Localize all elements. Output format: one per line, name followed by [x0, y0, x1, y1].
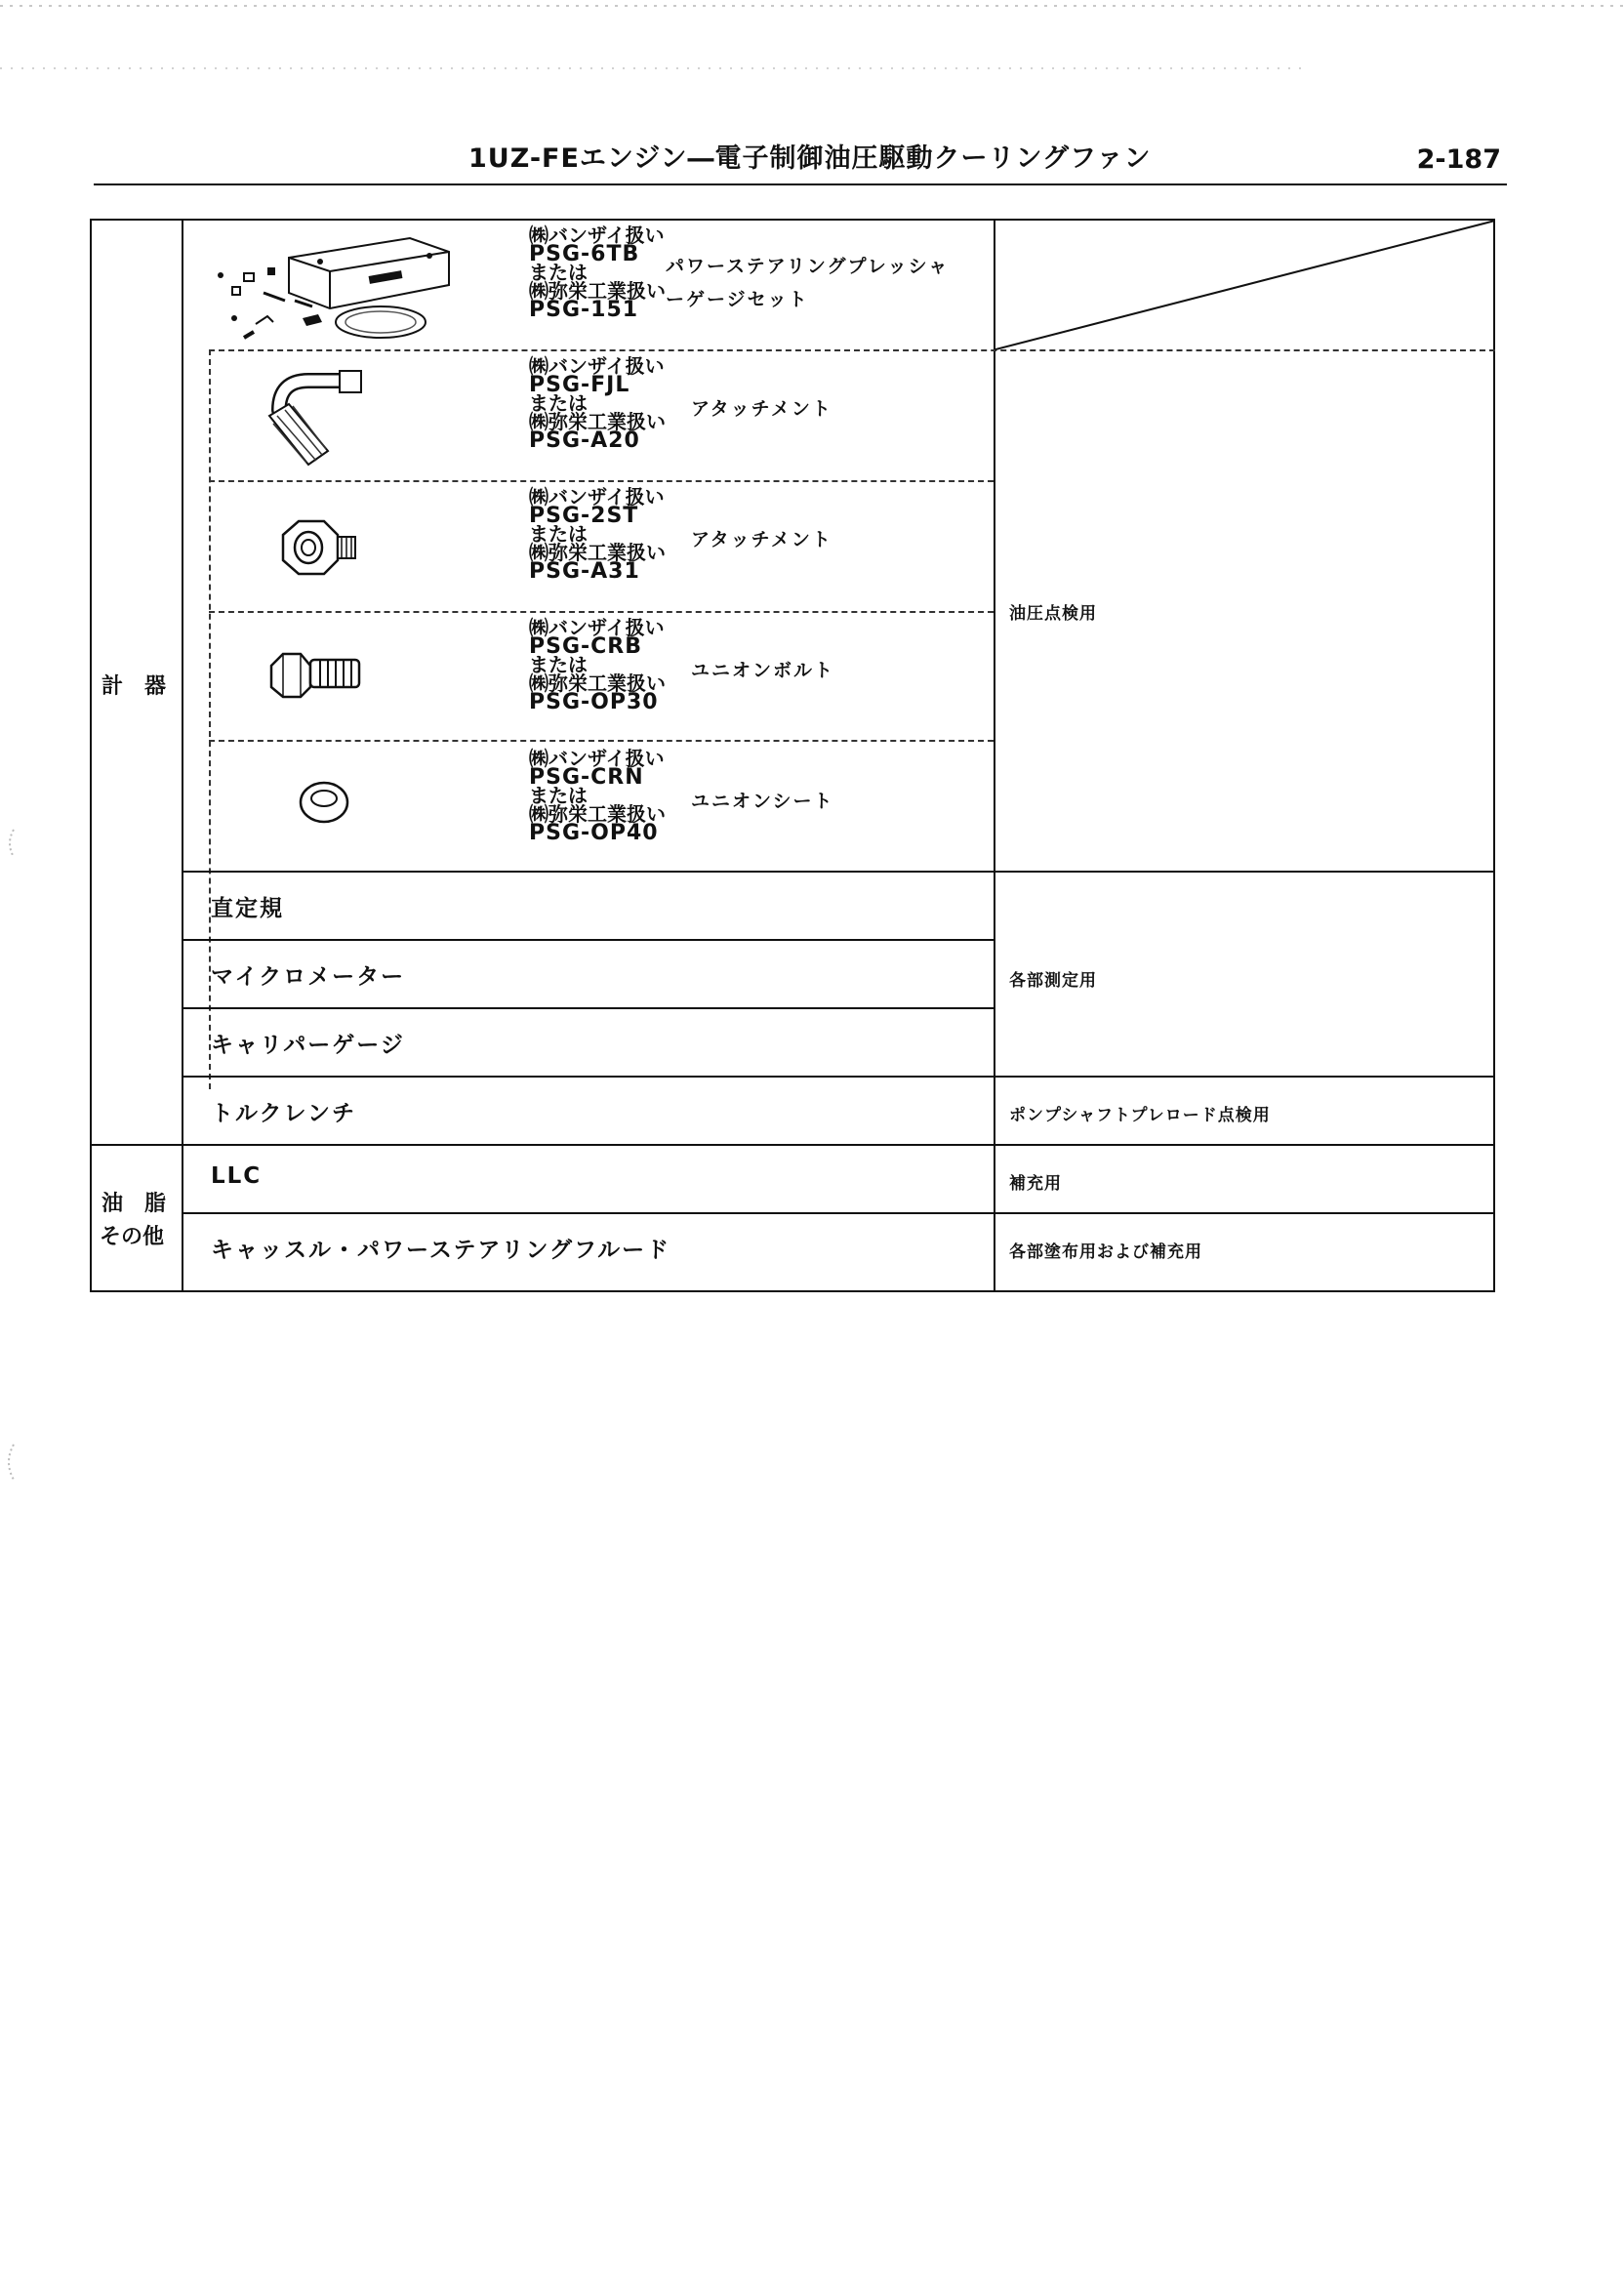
sst-code-5	[529, 747, 666, 845]
sst-part-number: PSG-CRB	[529, 634, 643, 659]
hex-attachment-icon	[275, 513, 363, 582]
page-title: 1UZ-FEエンジン―電子制御油圧駆動クーリングファン	[468, 143, 1152, 174]
sst-part-number-alt: PSG-A20	[529, 428, 640, 453]
desc-line: アタッチメント	[691, 398, 832, 420]
row-separator	[209, 740, 994, 742]
sst-vendor: ㈱バンザイ扱い	[529, 354, 665, 378]
sst-code-2	[529, 354, 666, 453]
sst-vendor: ㈱バンザイ扱い	[529, 616, 665, 639]
row-separator	[182, 871, 1495, 873]
sst-vendor: ㈱バンザイ扱い	[529, 747, 665, 770]
sst-description-4	[691, 654, 834, 687]
sst-code-4	[529, 616, 666, 714]
desc-line: ユニオンボルト	[691, 660, 835, 681]
row-separator	[182, 1007, 994, 1009]
page-header	[94, 135, 1507, 185]
row-separator	[182, 939, 994, 941]
desc-line: ユニオンシート	[691, 791, 834, 812]
tool-caliper-gauge: キャリパーゲージ	[211, 1033, 405, 1058]
union-bolt-icon	[267, 646, 365, 705]
category-oils: 油 脂	[102, 1192, 167, 1216]
sst-description-2	[691, 392, 832, 426]
sst-code-1	[529, 224, 666, 322]
sst-use: 油圧点検用	[1009, 604, 1097, 624]
tool-straight-edge: 直定規	[211, 896, 284, 921]
row-separator	[209, 611, 994, 613]
use-column-divider	[994, 221, 995, 1292]
row-separator	[182, 1212, 1495, 1214]
diagonal-strike	[995, 221, 1495, 351]
elbow-attachment-icon	[264, 367, 371, 474]
category-column-divider	[182, 221, 183, 1292]
category-oils-other: その他	[100, 1225, 165, 1249]
sst-or: または	[529, 784, 588, 807]
sst-part-number-alt: PSG-A31	[529, 559, 640, 584]
union-seat-icon	[295, 777, 353, 826]
pressure-gauge-set-icon	[205, 224, 537, 347]
sst-part-number: PSG-6TB	[529, 242, 640, 266]
row-separator	[209, 480, 994, 482]
torque-use: ポンプシャフトプレロード点検用	[1009, 1106, 1271, 1125]
tool-torque-wrench: トルクレンチ	[211, 1101, 356, 1126]
sst-code-3	[529, 485, 666, 584]
sst-or: または	[529, 261, 588, 284]
oil-llc-use: 補充用	[1009, 1174, 1062, 1194]
sst-part-number: PSG-CRN	[529, 765, 644, 790]
sst-description-5	[691, 785, 834, 818]
sst-vendor: ㈱バンザイ扱い	[529, 224, 665, 247]
sst-vendor: ㈱バンザイ扱い	[529, 485, 665, 509]
sst-vendor-alt: ㈱弥栄工業扱い	[529, 410, 666, 433]
sst-description-3	[691, 523, 832, 556]
oil-ps-fluid: キャッスル・パワーステアリングフルード	[211, 1238, 671, 1263]
page-number: 2-187	[1416, 144, 1501, 175]
sst-or: または	[529, 653, 588, 676]
sst-vendor-alt: ㈱弥栄工業扱い	[529, 541, 666, 564]
desc-line: アタッチメント	[691, 529, 832, 550]
sst-part-number: PSG-2ST	[529, 504, 639, 528]
sst-description-1	[666, 250, 949, 316]
tool-micrometer: マイクロメーター	[211, 964, 406, 990]
parts-table	[90, 219, 1495, 1292]
sst-or: または	[529, 391, 588, 415]
sst-or: または	[529, 522, 588, 546]
sst-vendor-alt: ㈱弥栄工業扱い	[529, 802, 666, 826]
measure-use: 各部測定用	[1009, 971, 1097, 991]
sst-part-number-alt: PSG-OP30	[529, 690, 659, 714]
oil-ps-fluid-use: 各部塗布用および補充用	[1009, 1242, 1202, 1262]
sst-part-number-alt: PSG-151	[529, 298, 639, 322]
sst-vendor-alt: ㈱弥栄工業扱い	[529, 672, 666, 695]
category-instruments: 計 器	[102, 674, 167, 699]
row-separator	[92, 1144, 1495, 1146]
sst-vendor-alt: ㈱弥栄工業扱い	[529, 279, 666, 303]
sst-part-number: PSG-FJL	[529, 373, 630, 397]
sst-part-number-alt: PSG-OP40	[529, 821, 659, 845]
row-separator	[182, 1076, 1495, 1078]
desc-line: パワーステアリングプレッシャ	[666, 256, 950, 277]
oil-llc: LLC	[211, 1163, 263, 1189]
desc-line: ーゲージセット	[666, 289, 809, 310]
